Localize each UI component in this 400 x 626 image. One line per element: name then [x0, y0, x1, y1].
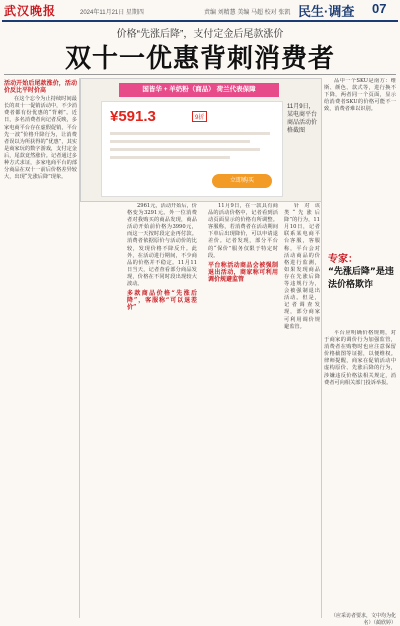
- column-5-text: 品中一个SKU是南方：维斯、颜色、款式等，进行换不下降，两者同一个页面，显示给消费者SKU的价格可能不一致，消费者难以识别。: [324, 78, 396, 113]
- column-1-text: 在这个忘今为止持续时间最长的双十一促销活动中，不少消费者都有份优惠的“背刺”。近日，多名消费者向记者反映，多家电商平台存在虚假促销，平台先一波“价格升降行为，让消费者误以为所获得的“优惠”，其实是商家玩的数字游戏，支付定金后，尾款竟然涨价。记者通过多种方式求证，多家电商平台的部分商品在双十一前后价格差异较大，出现“先涨后降”现象。: [4, 96, 77, 181]
- article-column-5: [324, 78, 396, 238]
- headline-rule: [4, 74, 396, 75]
- screenshot-header: 国皆华 + 羊奶粉（商品） 荷兰代表保障: [119, 83, 279, 97]
- article-column-3: [208, 203, 278, 618]
- article-headline: 双十一优惠背刺消费者: [64, 44, 335, 74]
- screenshot-text-line: [110, 140, 250, 143]
- page-number: 07: [372, 1, 387, 16]
- section-name: 民生·调查: [298, 4, 355, 19]
- screenshot-text-line: [110, 132, 270, 135]
- article-byline: （应采访者要求，文中均为化名）（蔺欣婷）: [330, 613, 396, 626]
- screenshot-price: ¥591.3: [110, 108, 156, 125]
- editor-credits: 责编 刘精慧 美编 马超 校对 张凯: [204, 10, 291, 16]
- masthead-rule: [2, 20, 398, 22]
- screenshot-caption: 11月9日，某电商平台商品活动价格截图: [287, 104, 318, 134]
- screenshot-text-line: [110, 156, 230, 159]
- product-screenshot: [80, 78, 322, 202]
- article-column-2: [127, 203, 197, 618]
- sidebar-title-expert: 专家：: [328, 254, 358, 265]
- column-4-text: 针对该类“先涨后降”的行为，11月10日，记者联系某电商平台客服，客服称，平台会对活动商品的价格进行监测，如果发现商品存在先涨后降等违规行为，会被强制退出活动。但是，记者调查发现，部分商家可利用调价规避监管。: [284, 203, 320, 330]
- screenshot-product-card: [101, 101, 283, 197]
- column-2-subhead: 多款商品价格“先涨后降”，客服称“可以退差价”: [127, 290, 197, 312]
- screenshot-buy-button: 立即购买: [212, 174, 272, 188]
- column-2-text: 2961元，活动开始后，价格变为3291元。外一位消费者对我购买的商品发现，商品活动开始前价格为3990元，而这一天按时段定金再付款。消费者依据原价与活动价的比较，发现价格不降反升。此外，在活动进行期间，不少商品的价格并不稳定。11月11日当天，记者查看部分商品发现，价格在不同时段出现较大波动。: [127, 203, 197, 288]
- article-column-6: [324, 330, 396, 610]
- column-3-subhead: 平台称活动商品会被强制退出活动，商家称可利用调价规避监管: [208, 261, 278, 283]
- column-1-subhead: 活动开始后尾款涨价，活动价反比平时价高: [4, 80, 77, 95]
- column-divider: [321, 78, 322, 618]
- screenshot-text-line: [110, 148, 260, 151]
- column-divider: [79, 78, 80, 618]
- article-kicker: 价格“先涨后降”，支付定金后尾款涨价: [116, 29, 284, 40]
- newspaper-logo: 武汉晚报: [4, 4, 57, 18]
- column-3-text: 11月9日，在一款具有商品的活动价格中，记者看到活动页面显示的价格有所调整。客服称，若消费者在活动期间下单后出现降价，可以申请退差价。记者发现，部分平台的“保价”服务仅限于特定时段。: [208, 203, 278, 259]
- screenshot-discount-tag: 9折: [192, 111, 207, 122]
- sidebar-title-main: “先涨后降”是违法价格欺诈: [328, 267, 394, 290]
- article-column-1: [4, 78, 77, 618]
- issue-date: 2024年11月21日 星期四: [80, 10, 144, 16]
- article-column-4: [284, 203, 320, 618]
- column-6-text: 平台应明确价格规则，对于商家的调价行为加强监管，消费者在购物时也应注意保留价格截图等证据，以便维权。律师提醒，商家在促销活动中虚构原价、先涨后降的行为，涉嫌违反价格法相关规定，消费者可向相关部门投诉举报。: [324, 330, 396, 386]
